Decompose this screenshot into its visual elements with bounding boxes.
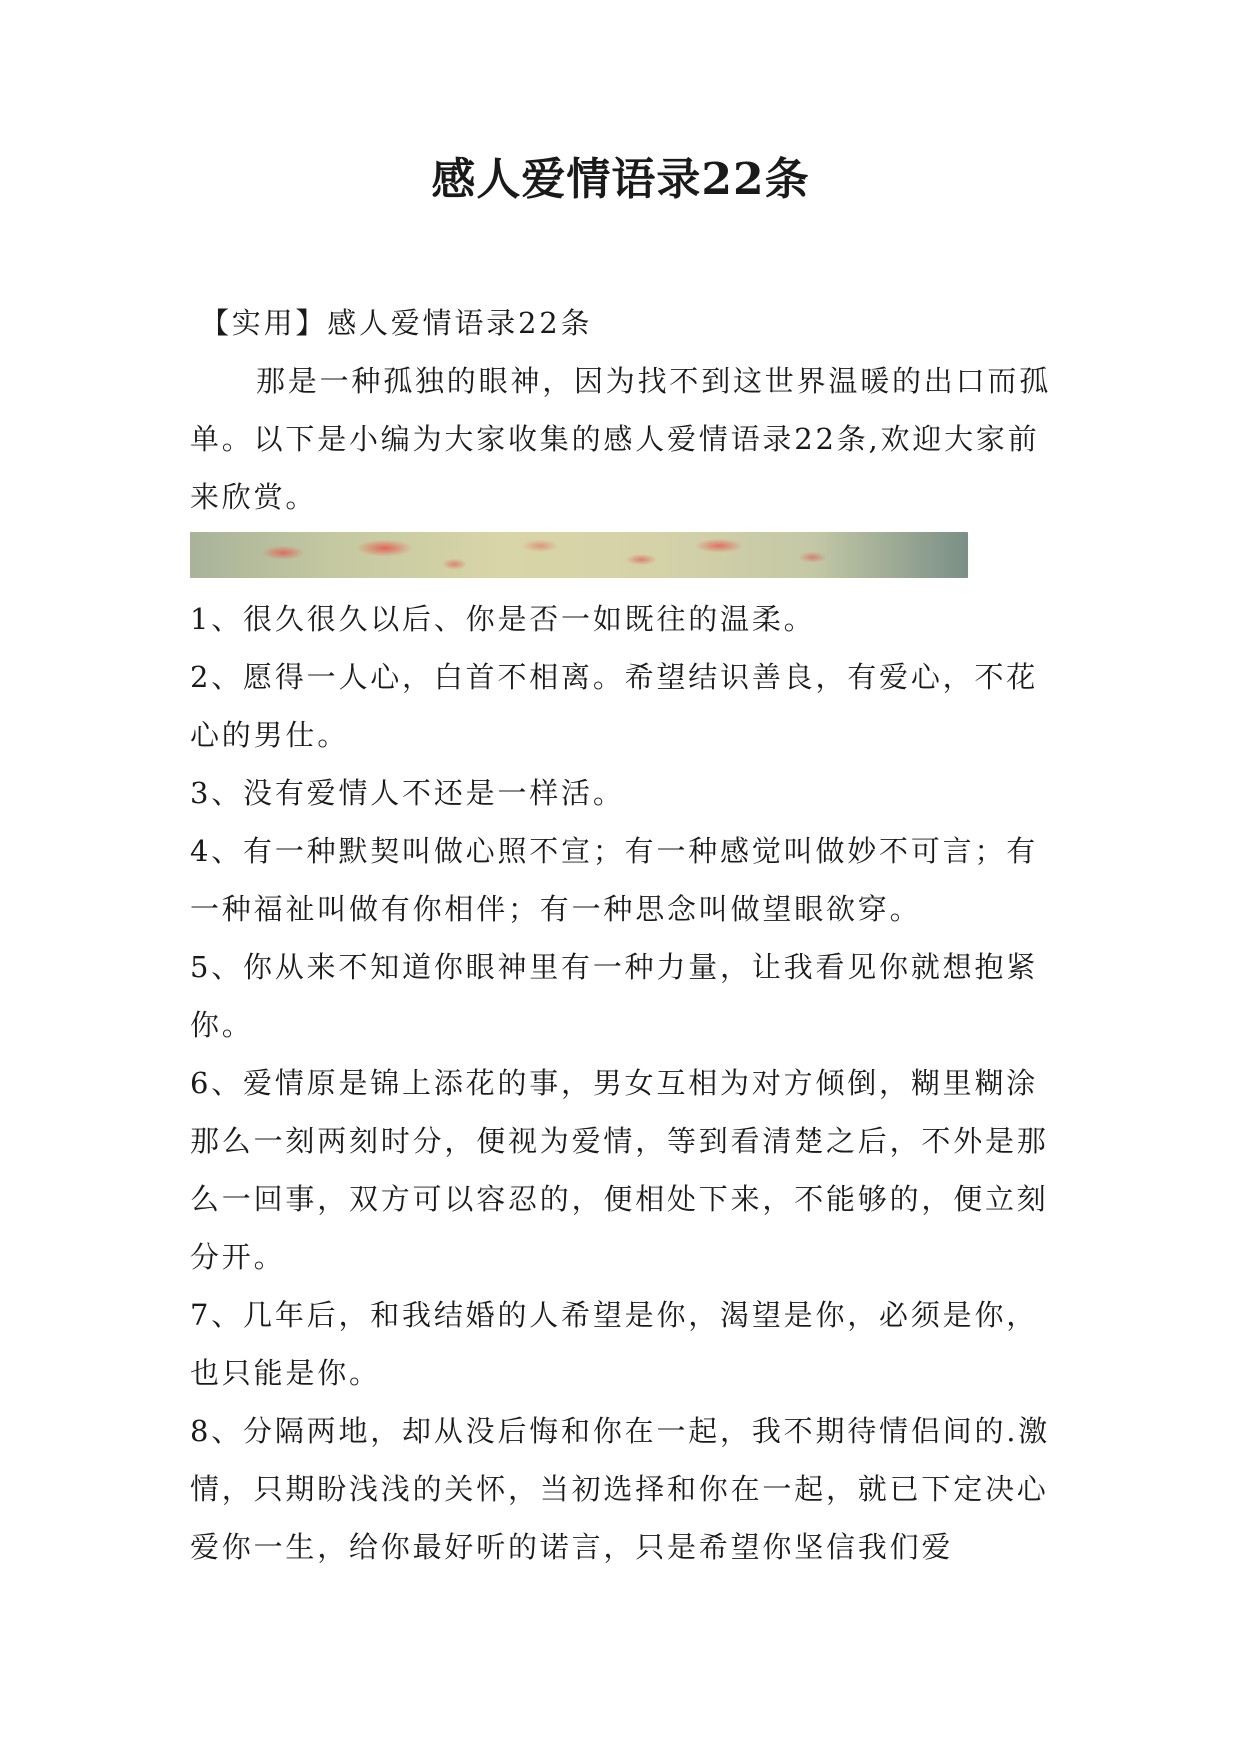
list-item: 8、分隔两地，却从没后悔和你在一起，我不期待情侣间的.激情，只期盼浅浅的关怀，当初选择和你在一起，就已下定决心爱你一生，给你最好听的诺言，只是希望你坚信我们爱 [190,1414,1051,1564]
document-subtitle: 【实用】感人爱情语录22条 [200,306,593,340]
list-item: 6、爱情原是锦上添花的事，男女互相为对方倾倒，糊里糊涂那么一刻两刻时分，便视为爱情，等到看清楚之后，不外是那么一回事，双方可以容忍的，便相处下来，不能够的，便立刻分开。 [190,1066,1049,1274]
decorative-banner-image [190,532,968,578]
list-item: 5、你从来不知道你眼神里有一种力量，让我看见你就想抱紧你。 [190,950,1039,1042]
document-body [190,294,1060,1576]
intro-paragraph: 那是一种孤独的眼神，因为找不到这世界温暖的出口而孤单。以下是小编为大家收集的感人爱情语录22条,欢迎大家前来欣赏。 [190,364,1052,514]
list-item: 2、愿得一人心，白首不相离。希望结识善良，有爱心，不花心的男仕。 [190,660,1039,752]
list-item: 4、有一种默契叫做心照不宣；有一种感觉叫做妙不可言；有一种福祉叫做有你相伴；有一种思念叫做望眼欲穿。 [190,834,1039,926]
document-title: 感人爱情语录22条 [431,154,810,205]
list-item: 3、没有爱情人不还是一样活。 [190,776,625,810]
list-item: 1、很久很久以后、你是否一如既往的温柔。 [190,602,816,636]
list-item: 7、几年后，和我结婚的人希望是你，渴望是你，必须是你，也只能是你。 [190,1298,1039,1390]
